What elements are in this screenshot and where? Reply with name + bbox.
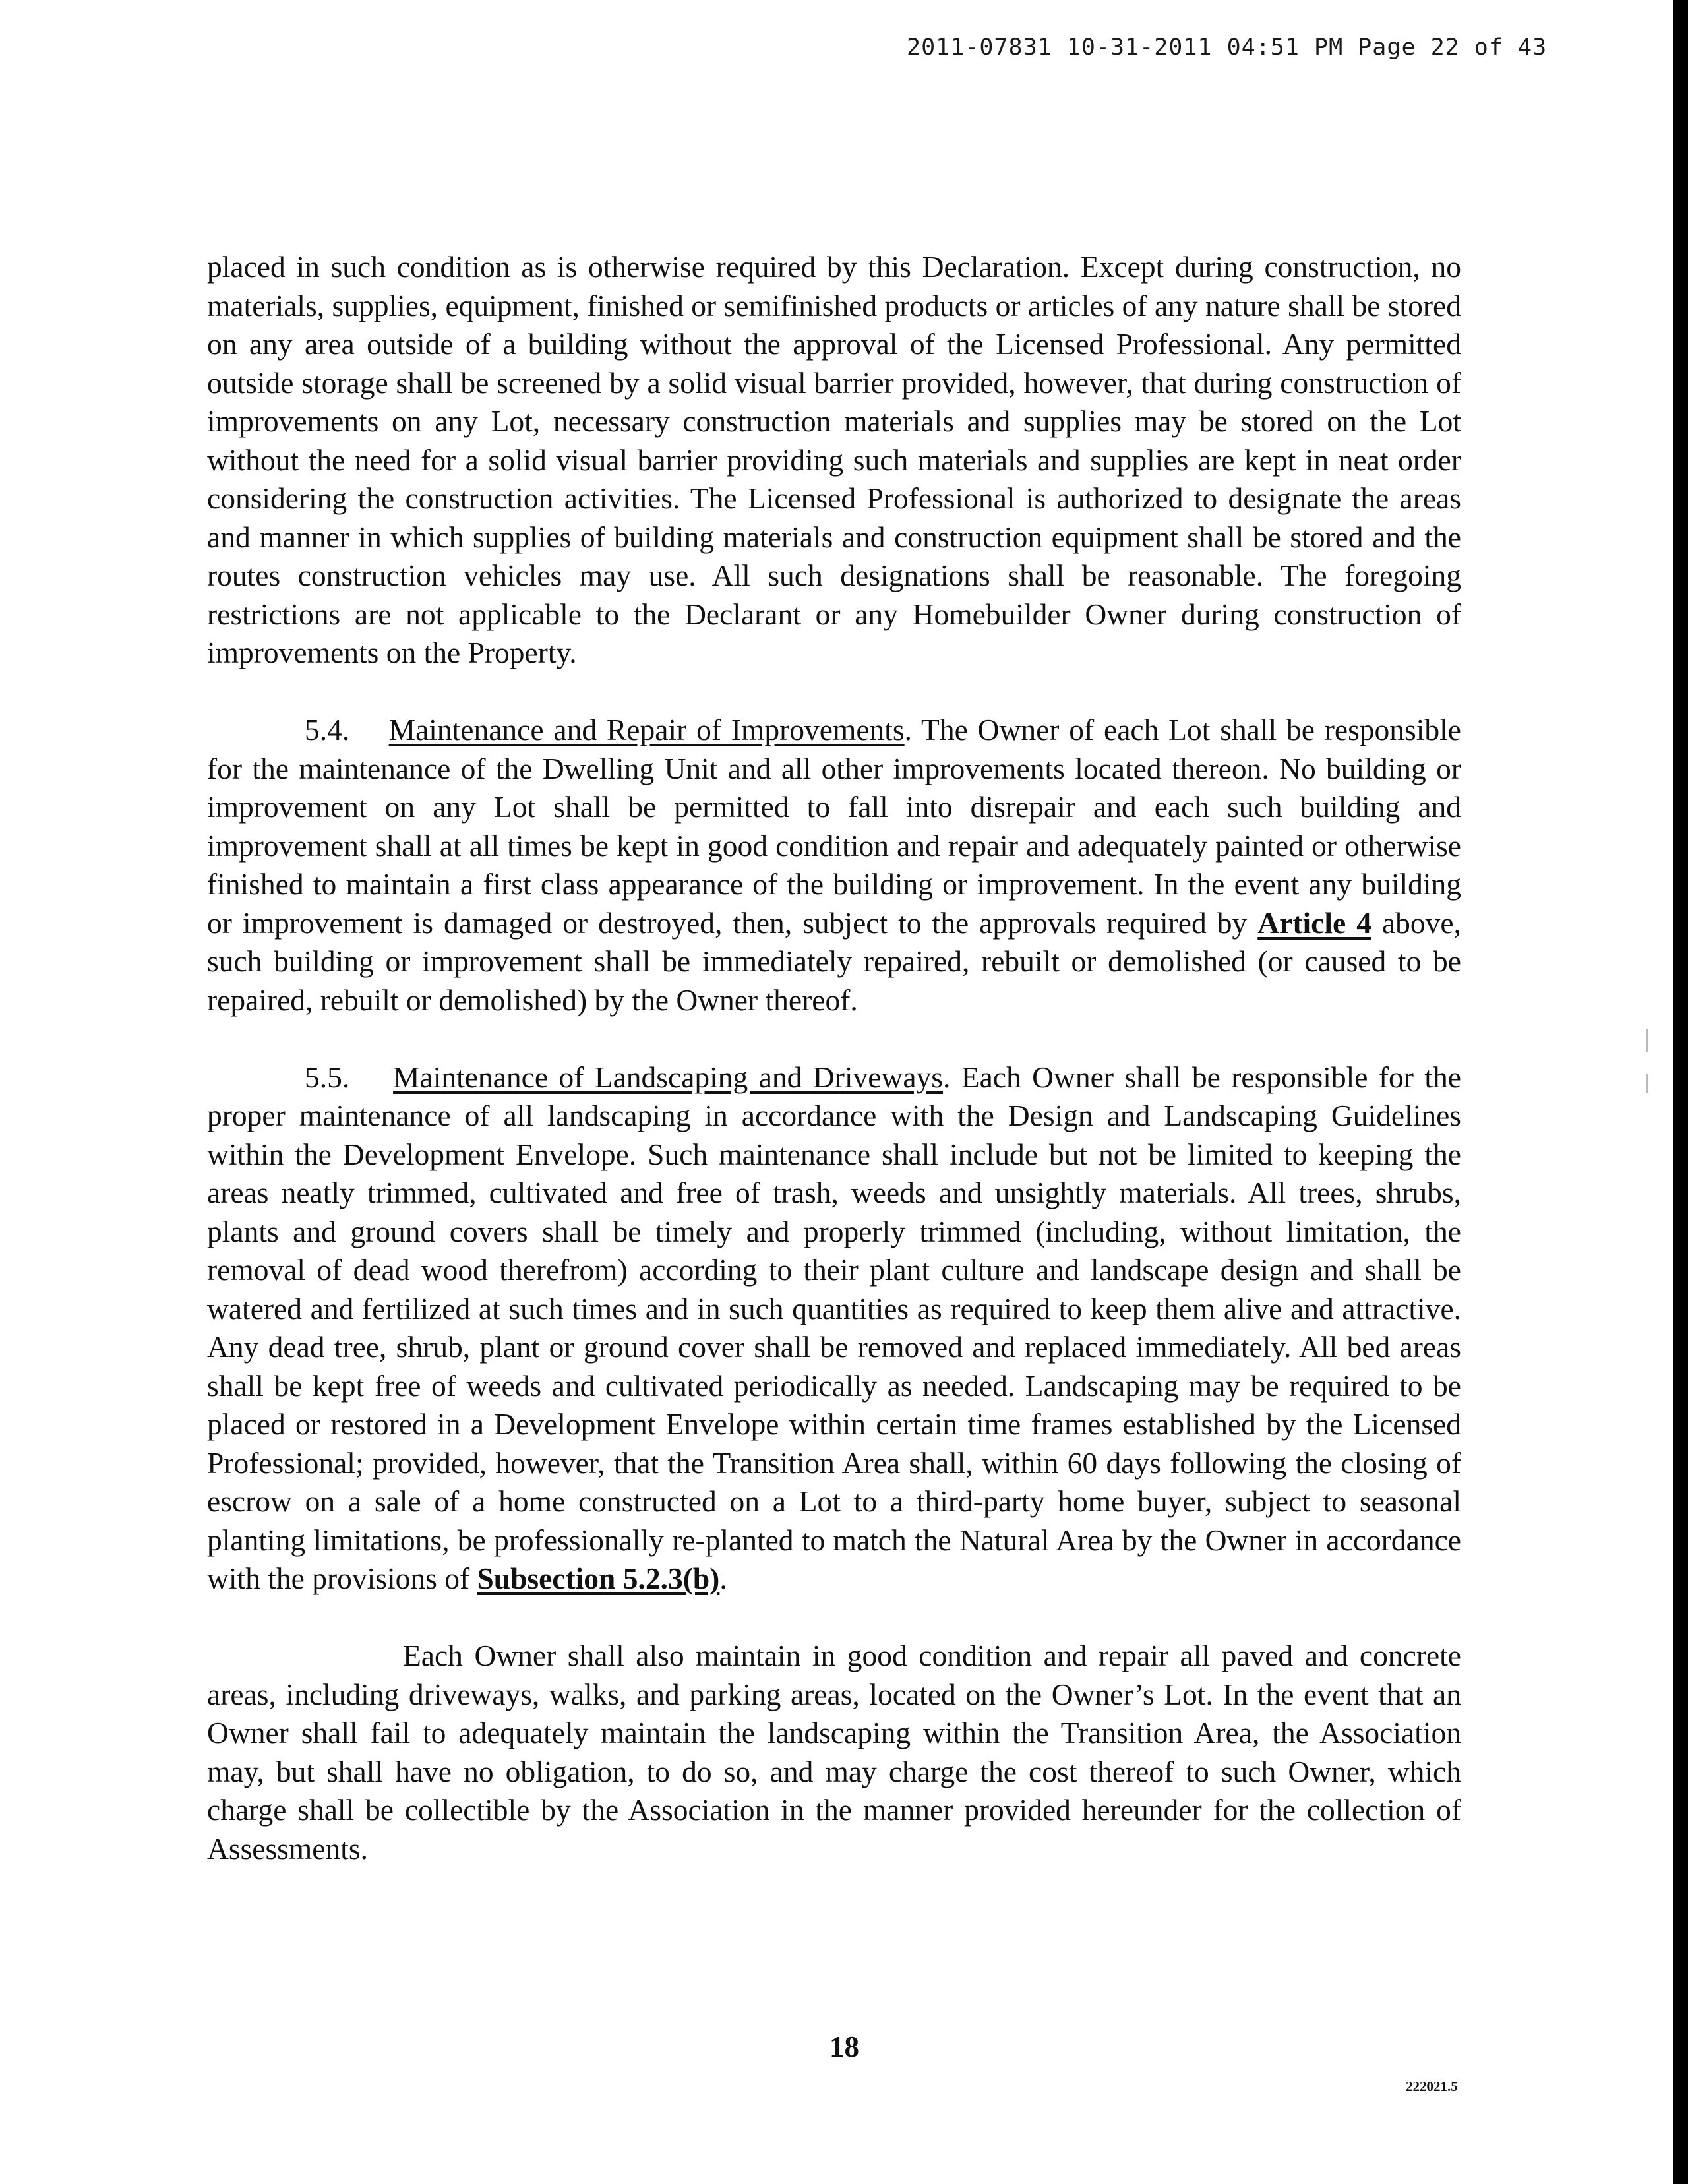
scan-edge-mark: [1646, 1029, 1648, 1052]
paragraph-paved-areas: Each Owner shall also maintain in good condition and repair all paved and concrete areas, including driveways, walks, and parking areas, located on the Owner’s Lot. In the event that an Owner shall fail to adequately maintain the landscaping within the Transition Area, the Association may, but shall have no obligation, to do so, and may charge the cost thereof to such Owner, which charge shall be collectible by the Association in the manner provided hereunder for the collection of Assessments.: [207, 1639, 1461, 1866]
section-5-4: [207, 711, 1461, 1019]
section-text: above, such building or improvement shall be immediately repaired, rebuilt or demolished (or caused to be repaired, rebuilt or demolished) by the Owner thereof.: [207, 905, 1462, 1017]
section-text: . Each Owner shall be responsible for the proper maintenance of all landscaping in accordance with the Design and Landscaping Guidelines within the Development Envelope. Such maintenance shall include but not be limited to keeping the areas neatly trimmed, cultivated and free of trash, weeds and unsightly materials. All trees, shrubs, plants and ground covers shall be timely and properly trimmed (including, without limitation, the removal of dead wood therefrom) according to their plant culture and landscape design and shall be watered and fertilized at such times and in such quantities as required to keep them alive and attractive. Any dead tree, shrub, plant or ground cover shall be removed and replaced immediately. All bed areas shall be kept free of weeds and cultivated periodically as needed. Landscaping may be required to be placed or restored in a Development Envelope within certain time frames established by the Licensed Professional; provided, however, that the Transition Area shall, within 60 days following the closing of escrow on a sale of a home constructed on a Lot to a third-party home buyer, subject to seasonal planting limitations, be professionally re-planted to match the Natural Area by the Owner in accordance with the provisions of: [207, 1060, 1461, 1595]
section-text: .: [719, 1562, 727, 1595]
scan-edge-mark: [1646, 1074, 1648, 1093]
document-body: [207, 248, 1461, 1868]
subsection-reference: Subsection 5.2.3(b): [477, 1562, 720, 1595]
document-code: 222021.5: [1406, 2078, 1458, 2094]
section-text: . The Owner of each Lot shall be responsible for the maintenance of the Dwelling Unit and all other improvements located thereon. No building or improvement on any Lot shall be permitted to fall into disrepair and each such building and improvement shall at all times be kept in good condition and repair and adequately painted or otherwise finished to maintain a first class appearance of the building or improvement. In the event any building or improvement is damaged or destroyed, then, subject to the approvals required by: [207, 713, 1461, 940]
article-reference: Article 4: [1257, 905, 1372, 940]
section-5-5: [207, 1058, 1461, 1598]
paragraph-storage: placed in such condition as is otherwise required by this Declaration. Except during construction, no materials, supplies, equipment, finished or semifinished products or articles of any nature shall be stored on any area outside of a building without the approval of the Licensed Professional. Any permitted outside storage shall be screened by a solid visual barrier provided, however, that during construction of improvements on any Lot, necessary construction materials and supplies may be stored on the Lot without the need for a solid visual barrier providing such materials and supplies are kept in neat order considering the construction activities. The Licensed Professional is authorized to designate the areas and manner in which supplies of building materials and construction equipment shall be stored and the routes construction vehicles may use. All such designations shall be reasonable. The foregoing restrictions are not applicable to the Declarant or any Homebuilder Owner during construction of improvements on the Property.: [207, 250, 1461, 669]
page-number: 18: [829, 2030, 859, 2063]
section-number: 5.5.: [305, 1060, 350, 1094]
section-heading: Maintenance of Landscaping and Driveways: [393, 1060, 943, 1094]
section-number: 5.4.: [305, 713, 350, 746]
scan-edge-bar: [1673, 0, 1688, 2184]
section-heading: Maintenance and Repair of Improvements: [388, 713, 905, 746]
fax-header-stamp: 2011-07831 10-31-2011 04:51 PM Page 22 of 43: [907, 34, 1548, 61]
